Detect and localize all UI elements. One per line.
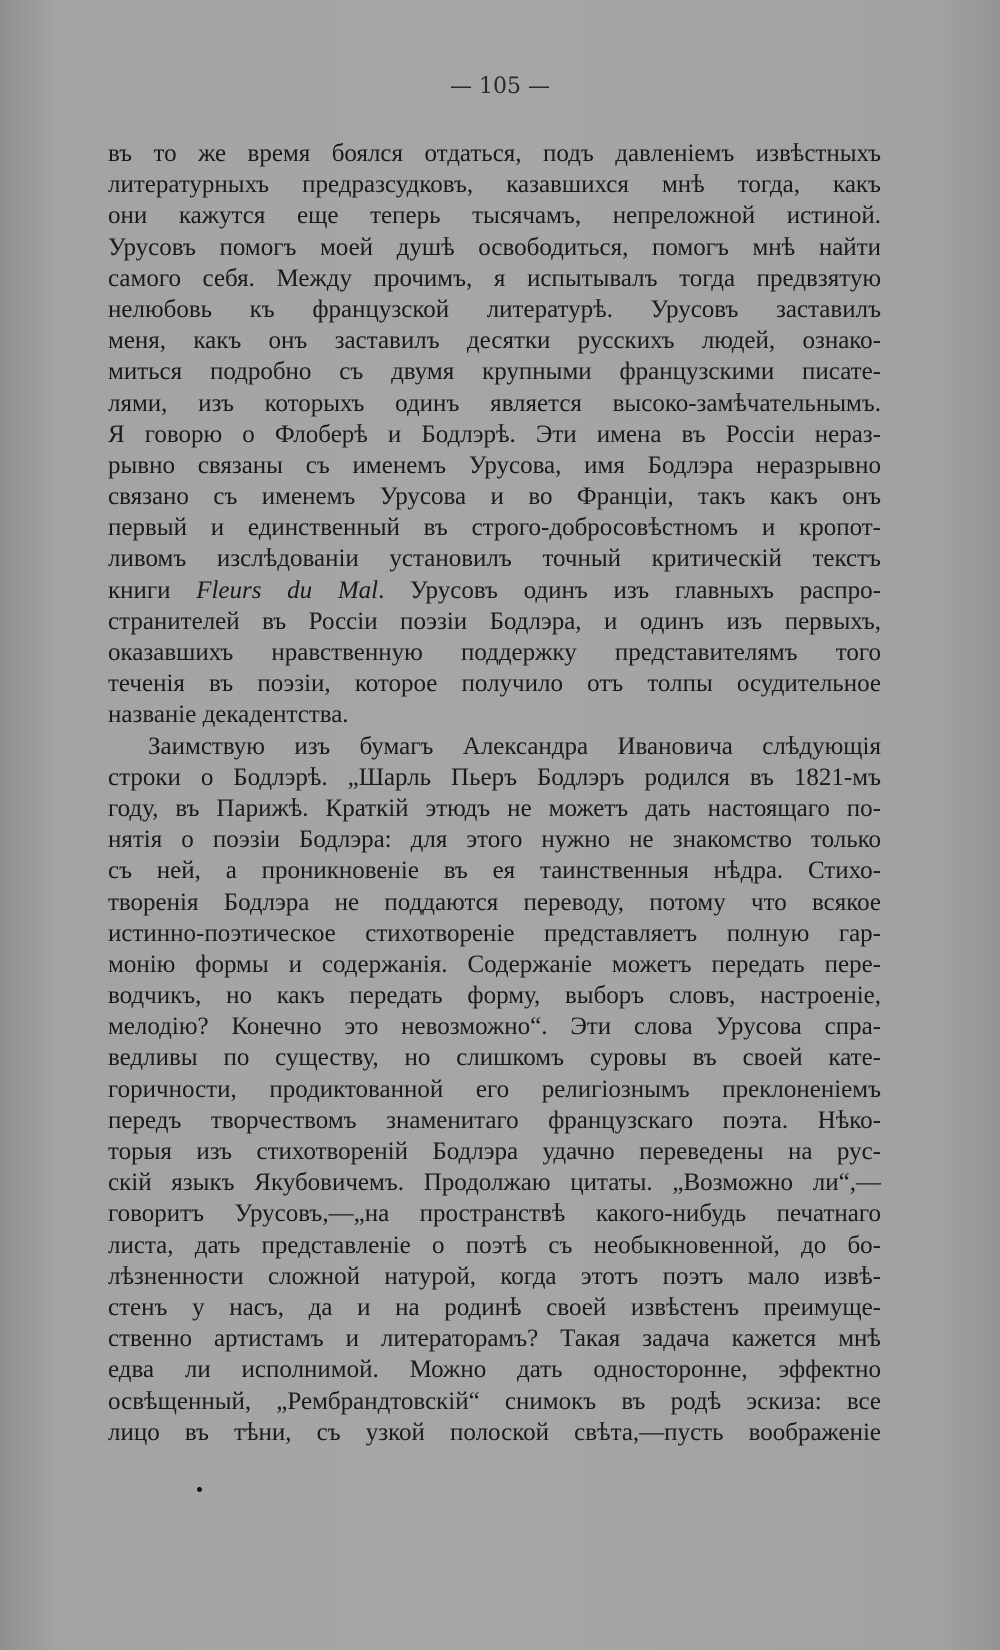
- text-line: лями, изъ которыхъ одинъ является высоко-замѣчательнымъ.: [108, 389, 881, 417]
- text-line: Я говорю о Флоберѣ и Бодлэрѣ. Эти имена въ Россіи нераз-: [108, 420, 881, 448]
- text-line: монію формы и содержанія. Содержаніе можетъ передать пере-: [108, 950, 881, 978]
- text-line: меня, какъ онъ заставилъ десятки русскихъ людей, ознако-: [108, 327, 881, 355]
- text-line: книги Fleurs du Mal. Урусовъ одинъ изъ главныхъ распро-: [108, 576, 881, 604]
- text-line: связано съ именемъ Урусова и во Франціи, такъ какъ онъ: [108, 483, 881, 511]
- text-line: самого себя. Между прочимъ, я испытывалъ тогда предвзятую: [108, 264, 881, 292]
- text-line: литературныхъ предразсудковъ, казавшихся мнѣ тогда, какъ: [108, 171, 881, 199]
- text-line: строки о Бодлэрѣ. „Шарль Пьеръ Бодлэръ родился въ 1821-мъ: [108, 763, 881, 791]
- text-line: листа, дать представленіе о поэтѣ съ необыкновенной, до бо-: [108, 1231, 881, 1259]
- text-line: торыя изъ стихотвореній Бодлэра удачно переведены на рус-: [108, 1138, 881, 1165]
- text-line: ливомъ изслѣдованіи установилъ точный критическій текстъ: [108, 545, 881, 573]
- text-line: рывно связаны съ именемъ Урусова, имя Бодлэра неразрывно: [108, 451, 881, 479]
- text-line: съ ней, а проникновеніе въ ея таинственныя нѣдра. Стихо-: [108, 857, 881, 885]
- text-line: году, въ Парижѣ. Краткій этюдъ не можетъ дать настоящаго по-: [108, 794, 881, 822]
- text-line: скій языкъ Якубовичемъ. Продолжаю цитаты. „Возможно ли“,—: [108, 1169, 881, 1197]
- text-line: мелодію? Конечно это невозможно“. Эти слова Урусова спра-: [108, 1013, 881, 1041]
- text-line: нятія о поэзіи Бодлэра: для этого нужно не знакомство только: [108, 826, 881, 854]
- text-line: горичности, продиктованной его религіознымъ преклоненіемъ: [108, 1075, 881, 1103]
- text-line: передъ творчествомъ знаменитаго французскаго поэта. Нѣко-: [108, 1106, 881, 1134]
- text-line: Урусовъ помогъ моей душѣ освободиться, помогъ мнѣ найти: [108, 233, 881, 261]
- text-line: миться подробно съ двумя крупными французскими писате-: [108, 358, 881, 386]
- text-line: лѣзненности сложной натурой, когда этотъ поэтъ мало извѣ-: [108, 1262, 881, 1290]
- page-number: — 105 —: [450, 74, 550, 99]
- text-line: въ то же время боялся отдаться, подъ давленіемъ извѣстныхъ: [108, 140, 881, 167]
- text-line: освѣщенный, „Рембрандтовскій“ снимокъ въ родѣ эскиза: все: [108, 1387, 881, 1415]
- text-line: едва ли исполнимой. Можно дать односторонне, эффектно: [108, 1356, 881, 1384]
- text-line: ведливы по существу, но слишкомъ суровы въ своей кате-: [108, 1044, 881, 1072]
- text-line: названіе декадентства.: [108, 701, 349, 729]
- text-line: первый и единственный въ строго-добросовѣстномъ и кропот-: [108, 514, 881, 542]
- text-line: творенія Бодлэра не поддаются переводу, потому что всякое: [108, 888, 881, 916]
- text-line: лицо въ тѣни, съ узкой полоской свѣта,—пусть воображеніе: [108, 1418, 881, 1446]
- text-line: говоритъ Урусовъ,—„на пространствѣ какого-нибудь печатнаго: [108, 1200, 881, 1228]
- text-line: нелюбовь къ французской литературѣ. Урусовъ заставилъ: [108, 295, 881, 323]
- text-line: ственно артистамъ и литераторамъ? Такая задача кажется мнѣ: [108, 1325, 881, 1353]
- text-line: они кажутся еще теперь тысячамъ, непреложной истиной.: [108, 202, 881, 230]
- text-line: теченія въ поэзіи, которое получило отъ толпы осудительное: [108, 670, 881, 698]
- ink-speck: [197, 1487, 202, 1492]
- text-line: странителей въ Россіи поэзіи Бодлэра, и одинъ изъ первыхъ,: [108, 607, 881, 635]
- text-line: Заимствую изъ бумагъ Александра Ивановича слѣдующія: [148, 732, 881, 760]
- text-line: водчикъ, но какъ передать форму, выборъ словъ, настроеніе,: [108, 982, 881, 1010]
- text-line: оказавшихъ нравственную поддержку представителямъ того: [108, 639, 881, 666]
- text-line: истинно-поэтическое стихотвореніе представляетъ полную гар-: [108, 919, 881, 947]
- body-text: [108, 138, 881, 1448]
- text-line: стенъ у насъ, да и на родинѣ своей извѣстенъ преимуще-: [108, 1293, 881, 1321]
